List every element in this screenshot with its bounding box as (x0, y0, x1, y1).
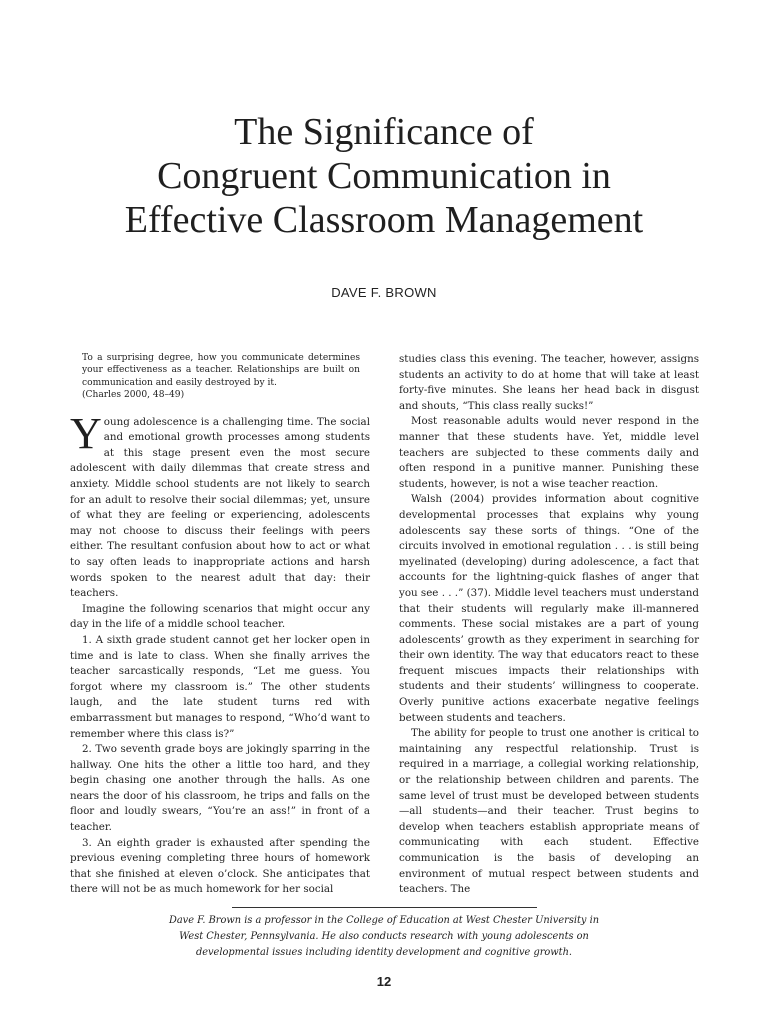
page-number: 12 (376, 974, 392, 989)
drop-cap: Y (70, 408, 102, 458)
footnote-line: developmental issues including identity development and cognitive growth. (195, 946, 573, 958)
body-paragraph (70, 408, 370, 602)
title-line: The Significance of (234, 111, 534, 153)
body-paragraph: 2. Two seventh grade boys are jokingly sparring in the hallway. One hits the other a little too hard, and they begin chasing one another through the halls. As one nears the door of his classroom, he trips and falls on the floor and loudly swears, “You’re an ass!” in front of a teacher. (70, 743, 370, 834)
footnote-line: Dave F. Brown is a professor in the College of Education at West Chester University in (168, 915, 600, 926)
footnote-divider (232, 907, 537, 908)
footnote-line: West Chester, Pennsylvania. He also conducts research with young adolescents on (179, 930, 589, 942)
epigraph-text: To a surprising degree, how you communicate determines your effectiveness as a teacher. Relationships are built on communication and easily destroyed by it. (82, 353, 360, 388)
author-footnote (90, 913, 678, 960)
body-paragraph: studies class this evening. The teacher, however, assigns students an activity to do at home that will take at least forty-five minutes. She leans her head back in disgust and shouts, “This class really sucks!” (399, 353, 699, 412)
body-paragraph: Imagine the following scenarios that might occur any day in the life of a middle school teacher. (70, 602, 370, 631)
article-title (0, 110, 768, 242)
title-line: Effective Classroom Management (124, 199, 644, 241)
body-paragraph: The ability for people to trust one another is critical to maintaining any respectful relationship. Trust is required in a marriage, a collegial working relationship, or the relationship between children and parents. The same level of trust must be developed between students—all students—and their teacher. Trust begins to develop when teachers establish appropriate means of communicating with each student. Effective communication is the basis of developing an environment of mutual respect between students and teachers. The (399, 727, 699, 896)
epigraph-citation: (Charles 2000, 48–49) (82, 390, 185, 401)
left-column (70, 352, 370, 898)
paragraph-text: oung adolescence is a challenging time. The social and emotional growth processes among students at this stage present even the most secure adolescent with daily dilemmas that create stress and anxiety. Middle school students are not likely to search for an adult to resolve their social dilemmas; yet, unsure of what they are feeling or experiencing, adolescents may not choose to discuss their feelings with peers either. The resultant confusion about how to act or what to say often leads to inappropriate actions and harsh words spoken to the nearest adult that day: their teachers. (70, 415, 370, 600)
epigraph (82, 352, 360, 402)
body-paragraph: Most reasonable adults would never respond in the manner that these students have. Yet, middle level teachers are subjected to these comments daily and often respond in a punitive manner. Punishing these students, however, is not a wise teacher reaction. (399, 415, 699, 490)
author-byline: DAVE F. BROWN (331, 285, 437, 300)
body-paragraph: 3. An eighth grader is exhausted after spending the previous evening completing three hours of homework that she finished at eleven o’clock. She anticipates that there will not be as much homework for her social (70, 836, 370, 896)
body-paragraph: 1. A sixth grade student cannot get her locker open in time and is late to class. When she finally arrives the teacher sarcastically responds, “Let me guess. You forgot where my classroom is.” The other students laugh, and the late student turns red with embarrassment but manages to respond, “Who’d want to remember where this class is?” (70, 633, 370, 740)
body-paragraph: Walsh (2004) provides information about cognitive developmental processes that explains why young adolescents say these sorts of things. “One of the circuits involved in emotional regulation . . . is still being myelinated (developing) during adolescence, a fact that accounts for the lightning-quick flashes of anger that you see . . .” (37). Middle level teachers must understand that their students will regularly make ill-mannered comments. These social mistakes are a part of young adolescents’ growth as they experiment in searching for their own identity. The way that educators react to these frequent miscues impacts their relationships with students and their students’ willingness to cooperate. Overly punitive actions exacerbate negative feelings between students and teachers. (399, 493, 699, 724)
title-line: Congruent Communication in (157, 155, 611, 197)
right-column (399, 352, 699, 898)
